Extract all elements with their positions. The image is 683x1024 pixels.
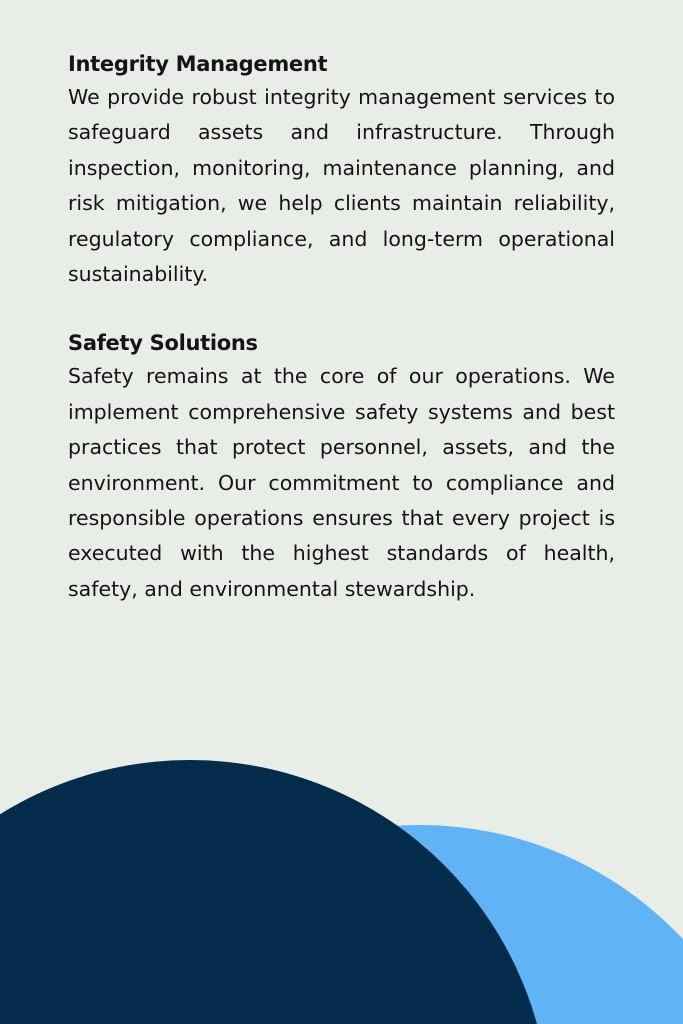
section-integrity-management [68,48,615,292]
section-body: Safety remains at the core of our operations. We implement comprehensive safety systems and best practices that protect personnel, assets, and the environment. Our commitment to compliance and responsible operations ensures that every project is executed with the highest standards of health, safety, and environmental stewardship. [68,364,615,601]
section-title: Safety Solutions [68,331,258,356]
section-spacer [68,292,615,327]
navy-circle [0,760,550,1024]
section-safety-solutions [68,327,615,607]
light-blue-circle [60,825,683,1024]
main-content [68,48,615,607]
section-title: Integrity Management [68,52,328,76]
section-body: We provide robust integrity management services to safeguard assets and infrastructure. Through inspection, monitoring, maintenance planning, and risk mitigation, we help clients maintain reliability, regulatory compliance, and long-term operational sustainability. [68,85,615,287]
